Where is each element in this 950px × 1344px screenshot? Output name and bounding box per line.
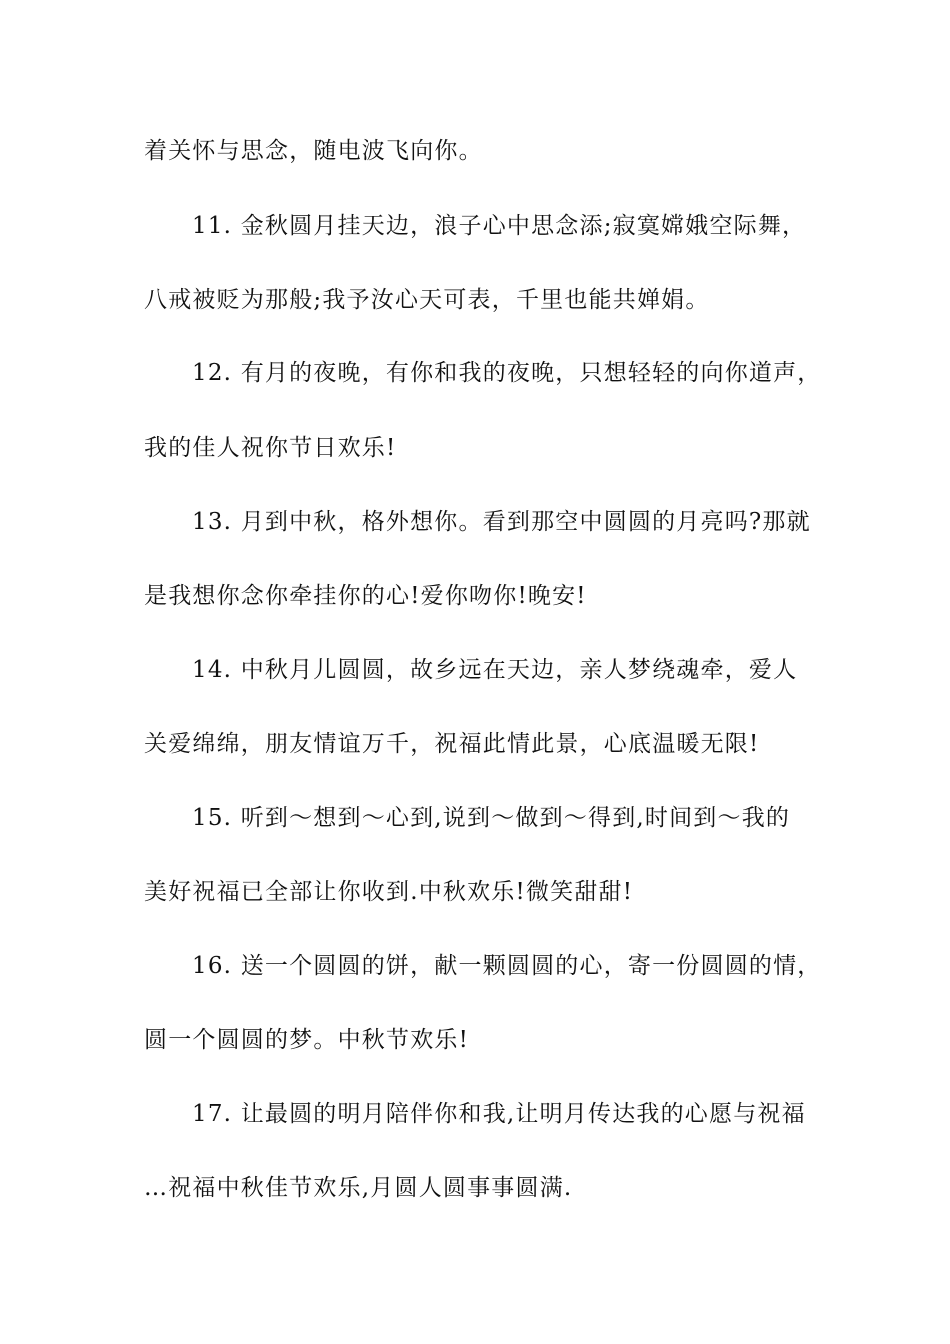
- text-line: 着关怀与思念，随电波飞向你。: [144, 138, 483, 164]
- list-item-17-line-1: 17. 让最圆的明月陪伴你和我,让明月传达我的心愿与祝福: [192, 1101, 806, 1127]
- list-item-17-line-2: …祝福中秋佳节欢乐,月圆人圆事事圆满.: [144, 1175, 573, 1201]
- list-item-15-line-2: 美好祝福已全部让你收到.中秋欢乐!微笑甜甜!: [144, 879, 634, 905]
- list-item-12-line-2: 我的佳人祝你节日欢乐!: [144, 435, 397, 461]
- list-item-16-line-1: 16. 送一个圆圆的饼，献一颗圆圆的心，寄一份圆圆的情，: [192, 953, 822, 979]
- list-item-13-line-1: 13. 月到中秋，格外想你。看到那空中圆圆的月亮吗?那就: [192, 509, 811, 535]
- list-item-13-line-2: 是我想你念你牵挂你的心!爱你吻你!晚安!: [144, 583, 587, 609]
- list-item-14-line-2: 关爱绵绵，朋友情谊万千，祝福此情此景，心底温暖无限!: [144, 731, 760, 757]
- list-item-16-line-2: 圆一个圆圆的梦。中秋节欢乐!: [144, 1027, 470, 1053]
- list-item-11-line-1: 11. 金秋圆月挂天边，浪子心中思念添;寂寞嫦娥空际舞，: [192, 213, 807, 239]
- list-item-15-line-1: 15. 听到～想到～心到,说到～做到～得到,时间到～我的: [192, 805, 791, 831]
- list-item-12-line-1: 12. 有月的夜晚，有你和我的夜晚，只想轻轻的向你道声，: [192, 360, 822, 386]
- list-item-14-line-1: 14. 中秋月儿圆圆，故乡远在天边，亲人梦绕魂牵，爱人: [192, 657, 798, 683]
- list-item-11-line-2: 八戒被贬为那般;我予汝心天可表，千里也能共婵娟。: [144, 287, 710, 313]
